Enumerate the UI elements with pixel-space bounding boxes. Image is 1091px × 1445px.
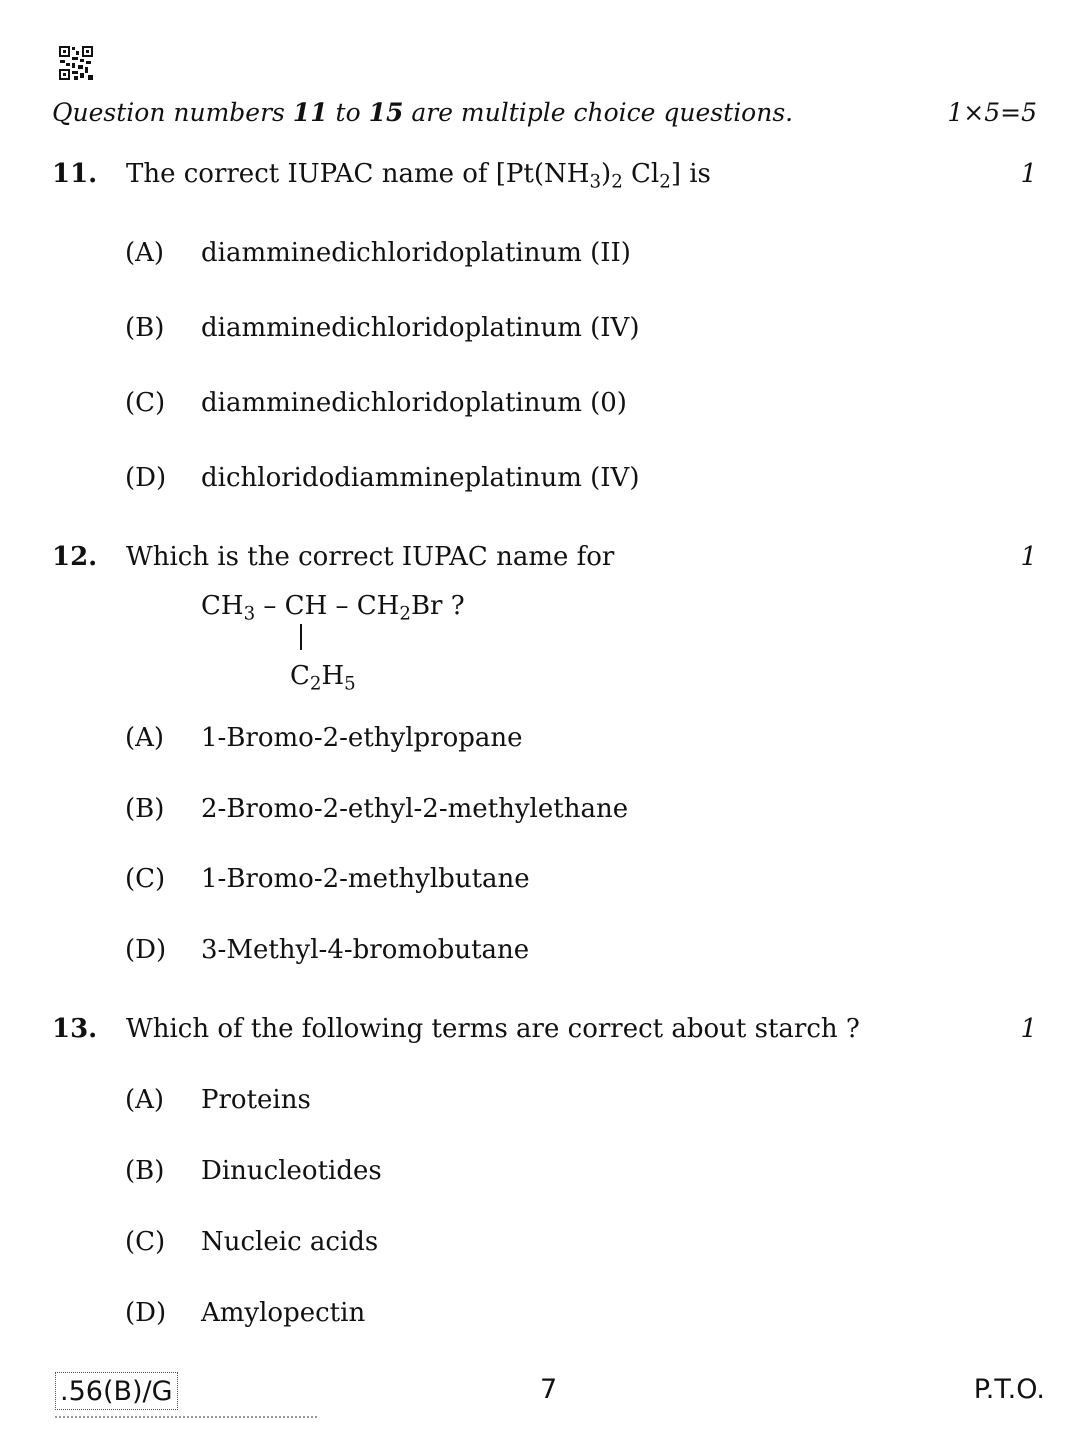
page-footer <box>55 1372 1045 1422</box>
option-label: (B) <box>125 794 165 824</box>
question-mark: 1 <box>1020 159 1037 189</box>
question-text: Which of the following terms are correct about starch ? <box>126 1014 860 1044</box>
option-13-c <box>125 1225 378 1259</box>
option-label: (A) <box>125 723 165 753</box>
option-label: (D) <box>125 935 167 965</box>
question-number: 11. <box>52 159 98 189</box>
section-marks: 1×5=5 <box>947 98 1037 127</box>
option-text: Proteins <box>201 1085 311 1115</box>
option-label: (A) <box>125 238 165 268</box>
option-13-d <box>125 1296 365 1330</box>
option-13-a <box>125 1083 311 1117</box>
structural-formula-branch: $C_2H_5$ <box>290 661 356 695</box>
option-11-c <box>125 386 627 420</box>
option-12-d <box>125 933 529 967</box>
option-text: Nucleic acids <box>201 1227 379 1257</box>
question-mark: 1 <box>1020 542 1037 572</box>
option-12-c <box>125 862 530 896</box>
question-12 <box>52 540 1037 574</box>
option-label: (C) <box>125 1227 166 1257</box>
question-text: The correct IUPAC name of [$Pt(NH_3)_2$ $Cl_2$] is <box>126 159 711 193</box>
section-instruction <box>52 96 1037 130</box>
option-label: (B) <box>125 313 165 343</box>
structural-formula-bond <box>300 624 302 650</box>
microprint-line <box>55 1416 317 1421</box>
option-text: Amylopectin <box>201 1298 366 1328</box>
option-text: 3-Methyl-4-bromobutane <box>201 935 530 965</box>
question-number: 12. <box>52 542 98 572</box>
option-label: (D) <box>125 1298 167 1328</box>
option-text: 1-Bromo-2-ethylpropane <box>201 723 523 753</box>
option-11-d <box>125 461 639 495</box>
please-turn-over: P.T.O. <box>973 1374 1045 1405</box>
question-text: Which is the correct IUPAC name for <box>126 542 615 572</box>
option-11-b <box>125 311 639 345</box>
qr-code-icon <box>58 45 94 81</box>
option-text: diamminedichloridoplatinum (II) <box>201 238 631 268</box>
option-12-a <box>125 721 523 755</box>
page-number: 7 <box>540 1374 558 1405</box>
option-label: (C) <box>125 388 166 418</box>
option-text: Dinucleotides <box>201 1156 382 1186</box>
instruction-text: Question numbers 11 to 15 are multiple choice questions. <box>52 98 794 127</box>
option-12-b <box>125 792 628 826</box>
structural-formula-main-chain: $CH_3$ – CH – $CH_2Br$ ? <box>201 591 465 625</box>
question-mark: 1 <box>1020 1014 1037 1044</box>
option-text: dichloridodiammineplatinum (IV) <box>201 463 640 493</box>
paper-code: .56(B)/G <box>55 1372 178 1410</box>
option-13-b <box>125 1154 382 1188</box>
option-text: 1-Bromo-2-methylbutane <box>201 864 530 894</box>
option-text: diamminedichloridoplatinum (0) <box>201 388 627 418</box>
option-label: (B) <box>125 1156 165 1186</box>
question-number: 13. <box>52 1014 98 1044</box>
option-text: 2-Bromo-2-ethyl-2-methylethane <box>201 794 629 824</box>
question-13 <box>52 1012 1037 1046</box>
option-11-a <box>125 236 631 270</box>
option-label: (D) <box>125 463 167 493</box>
option-text: diamminedichloridoplatinum (IV) <box>201 313 640 343</box>
option-label: (C) <box>125 864 166 894</box>
option-label: (A) <box>125 1085 165 1115</box>
question-11 <box>52 157 1037 191</box>
